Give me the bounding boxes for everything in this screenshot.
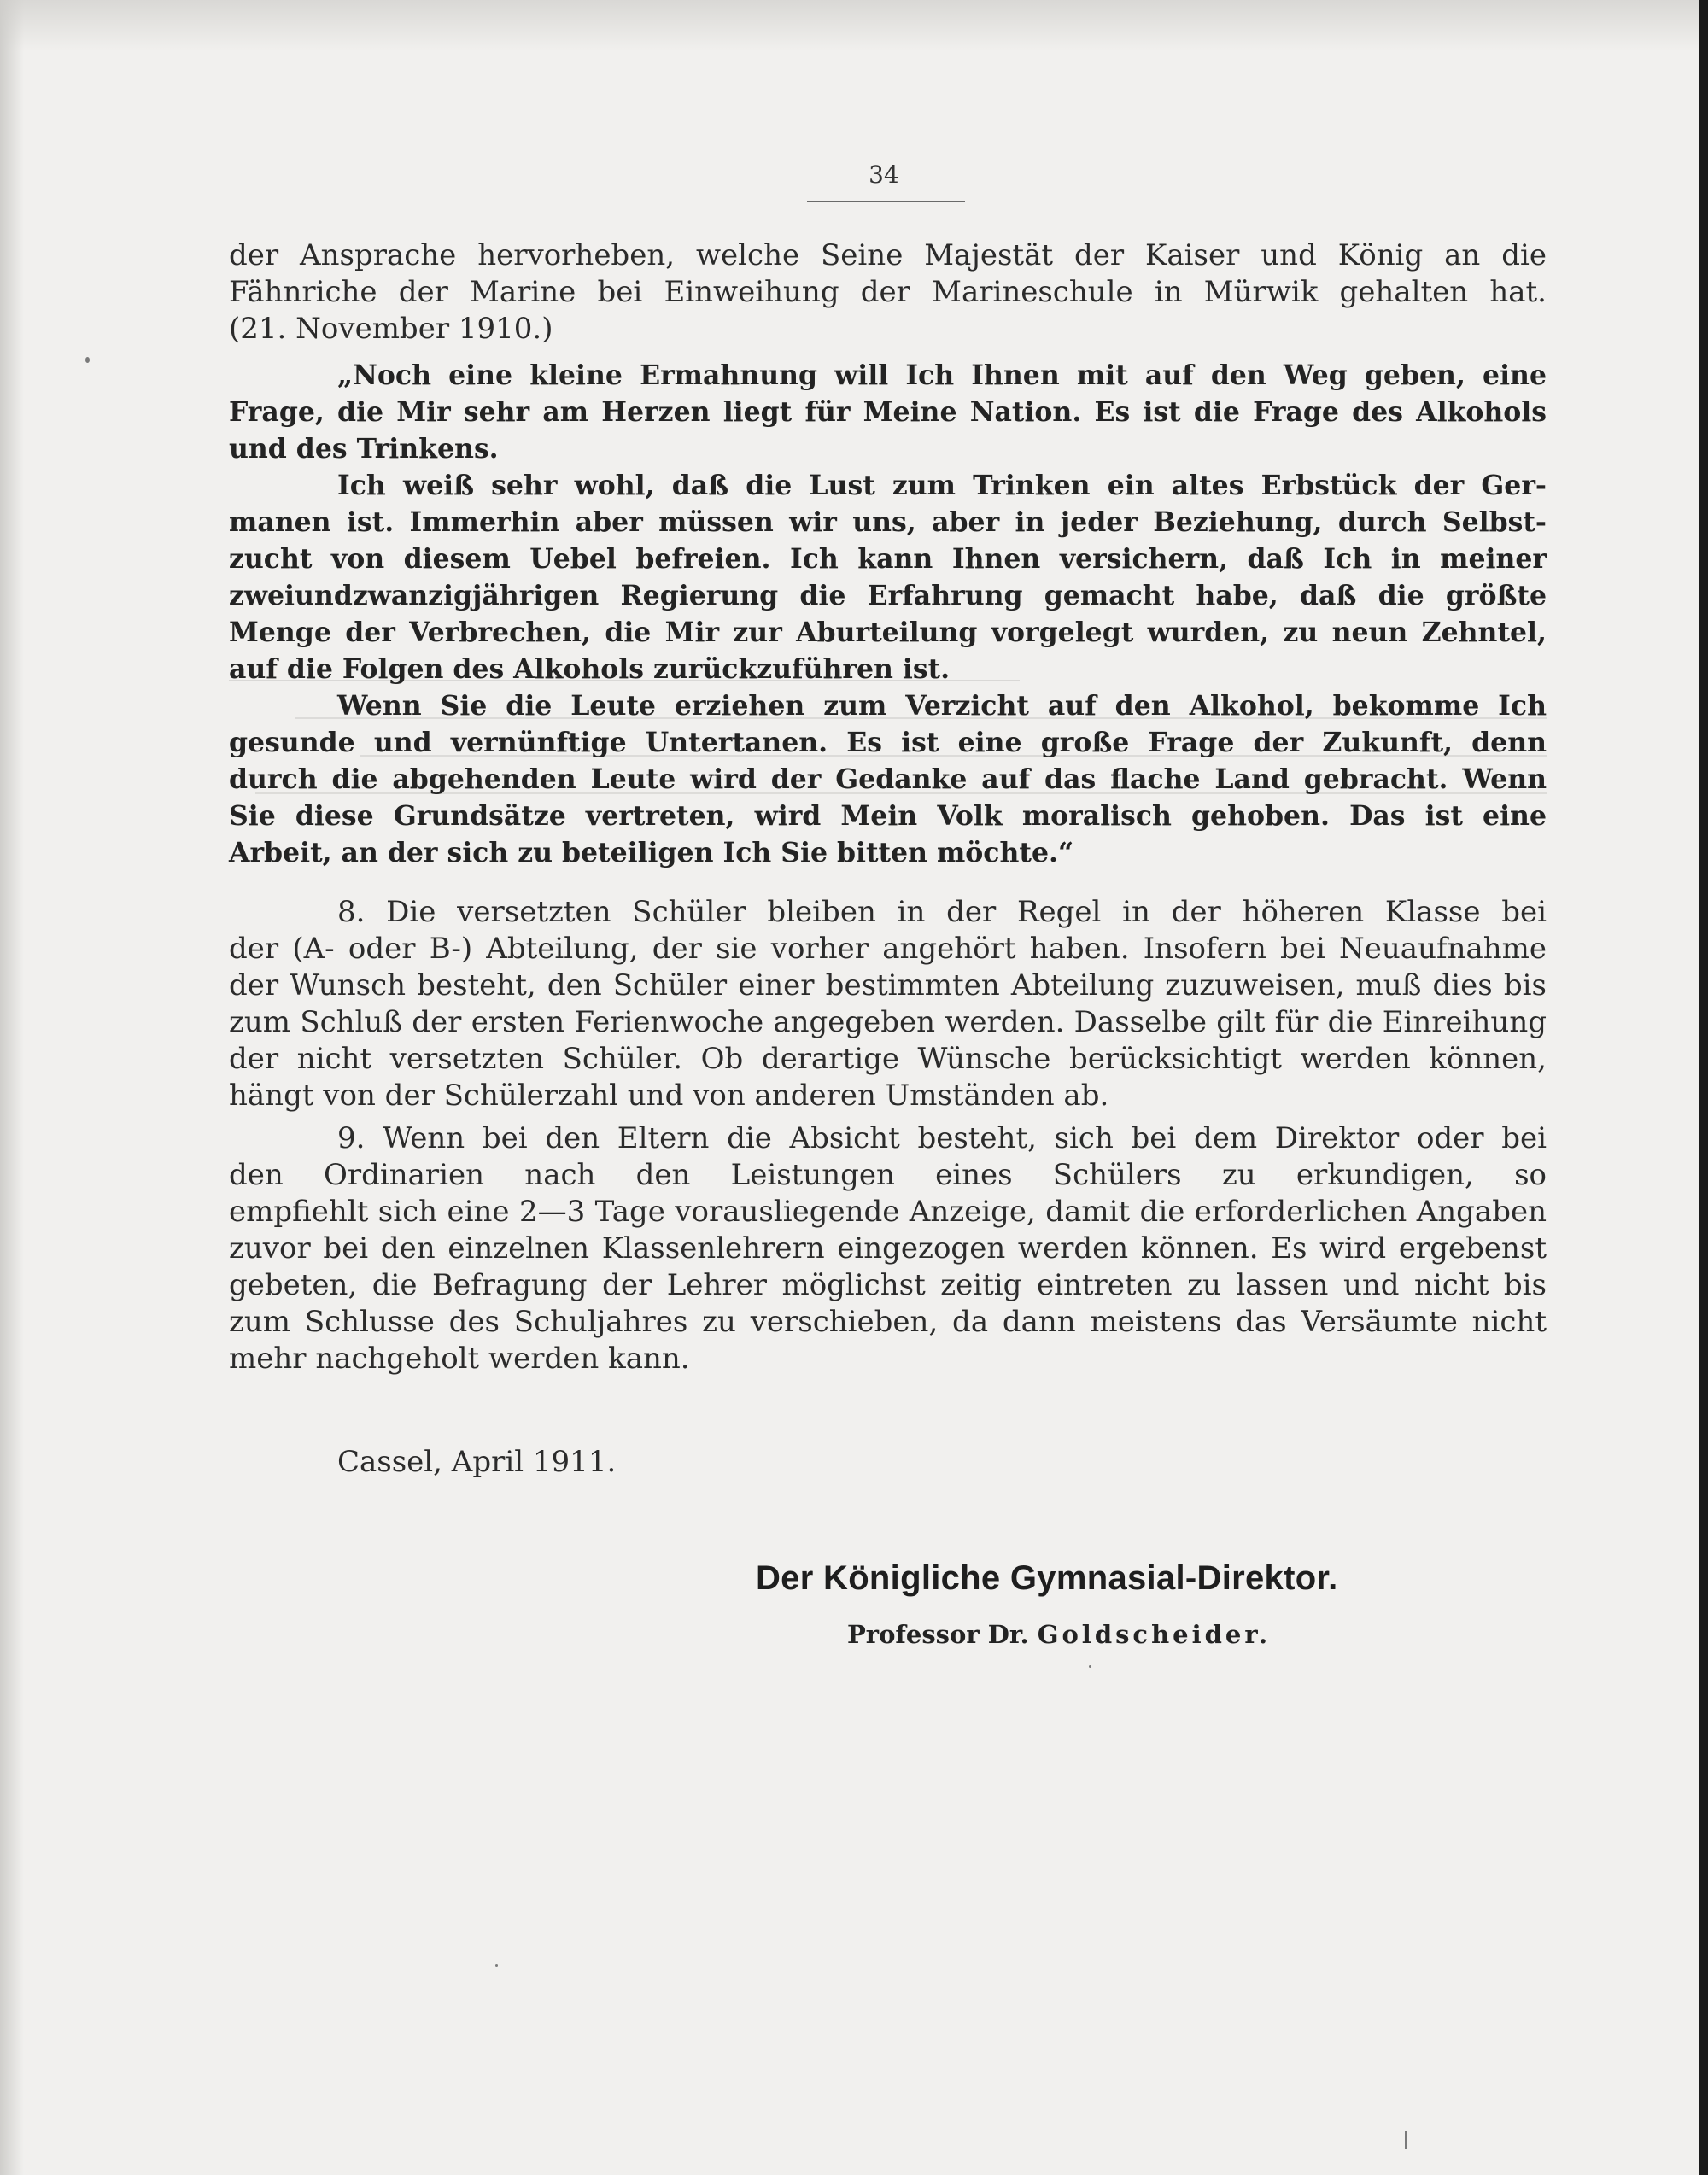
text-line: den Ordinarien nach den Leistungen eines Schülers zu erkundigen, so — [229, 1158, 1547, 1192]
scan-shadow-left — [0, 0, 24, 2175]
page-number: 34 — [869, 161, 899, 189]
text-line: mehr nachgeholt werden kann. — [229, 1342, 690, 1376]
text-line: zuvor bei den einzelnen Klassenlehrern eingezogen werden können. Es wird ergebenst — [229, 1231, 1547, 1266]
text-line: gesunde und vernünftige Untertanen. Es ist eine große Frage der Zukunft, denn — [229, 727, 1547, 758]
scan-edge-strip — [1699, 0, 1708, 2175]
signature-title: Der Königliche Gymnasial-Direktor. — [756, 1559, 1338, 1597]
text-line: Ich weiß sehr wohl, daß die Lust zum Trinken ein altes Erbstück der Ger- — [337, 470, 1547, 501]
scan-speck — [1089, 1665, 1091, 1668]
text-line: Arbeit, an der sich zu beteiligen Ich Sie bitten möchte.“ — [229, 837, 1074, 868]
page-number-rule — [807, 201, 965, 202]
text-line: 9. Wenn bei den Eltern die Absicht besteht, sich bei dem Direktor oder bei — [337, 1121, 1547, 1155]
scan-shadow-top — [0, 0, 1701, 51]
text-line: der nicht versetzten Schüler. Ob derartige Wünsche berücksichtigt werden können, — [229, 1042, 1547, 1076]
section-9 — [229, 1120, 1547, 1377]
text-line: Fähnriche der Marine bei Einweihung der Marineschule in Mürwik gehalten hat. — [229, 275, 1547, 309]
text-line: 8. Die versetzten Schüler bleiben in der Regel in der höheren Klasse bei — [337, 895, 1547, 929]
text-line: manen ist. Immerhin aber müssen wir uns, aber in jeder Beziehung, durch Selbst- — [229, 506, 1547, 538]
text-line: zum Schlusse des Schuljahres zu verschieben, da dann meistens das Versäumte nicht — [229, 1305, 1547, 1339]
intro-paragraph — [229, 237, 1547, 348]
text-line: gebeten, die Befragung der Lehrer möglichst zeitig eintreten zu lassen und nicht bis — [229, 1268, 1547, 1302]
text-line: (21. November 1910.) — [229, 312, 553, 346]
text-line: „Noch eine kleine Ermahnung will Ich Ihnen mit auf den Weg geben, eine — [337, 360, 1547, 391]
text-line: hängt von der Schülerzahl und von anderen Umständen ab. — [229, 1079, 1109, 1113]
scan-speck — [1405, 2131, 1407, 2149]
text-line: Wenn Sie die Leute erziehen zum Verzicht auf den Alkohol, bekomme Ich — [337, 690, 1547, 722]
scan-speck — [495, 1964, 498, 1967]
place-date: Cassel, April 1911. — [337, 1445, 617, 1479]
section-8 — [229, 894, 1547, 1114]
text-line: der (A- oder B-) Abteilung, der sie vorher angehört haben. Insofern bei Neuaufnahme — [229, 932, 1547, 966]
text-line: durch die abgehenden Leute wird der Gedanke auf das flache Land gebracht. Wenn — [229, 763, 1547, 795]
text-line: zucht von diesem Uebel befreien. Ich kann Ihnen versichern, daß Ich in meiner — [229, 543, 1547, 575]
text-line: auf die Folgen des Alkohols zurückzuführen ist. — [229, 653, 951, 685]
text-line: Sie diese Grundsätze vertreten, wird Mein Volk moralisch gehoben. Das ist eine — [229, 800, 1547, 832]
text-line: zweiundzwanzigjährigen Regierung die Erfahrung gemacht habe, daß die größte — [229, 580, 1547, 611]
text-line: Frage, die Mir sehr am Herzen liegt für Meine Nation. Es ist die Frage des Alkohols — [229, 396, 1547, 428]
speech-quote — [229, 357, 1547, 871]
text-line: zum Schluß der ersten Ferienwoche angegeben werden. Dasselbe gilt für die Einreihung — [229, 1005, 1547, 1039]
text-line: Menge der Verbrechen, die Mir zur Aburteilung vorgelegt wurden, zu neun Zehntel, — [229, 617, 1547, 648]
signature-name-prefix: Professor Dr. — [847, 1620, 1029, 1649]
text-line: der Wunsch besteht, den Schüler einer bestimmten Abteilung zuzuweisen, muß dies bis — [229, 968, 1547, 1003]
text-line: und des Trinkens. — [229, 433, 499, 465]
signature-surname: Goldscheider. — [1037, 1620, 1272, 1649]
signature-name — [847, 1620, 1271, 1649]
scan-speck — [85, 357, 90, 363]
text-line: der Ansprache hervorheben, welche Seine Majestät der Kaiser und König an die — [229, 238, 1547, 272]
text-line: empfiehlt sich eine 2—3 Tage vorausliegende Anzeige, damit die erforderlichen Angaben — [229, 1195, 1547, 1229]
